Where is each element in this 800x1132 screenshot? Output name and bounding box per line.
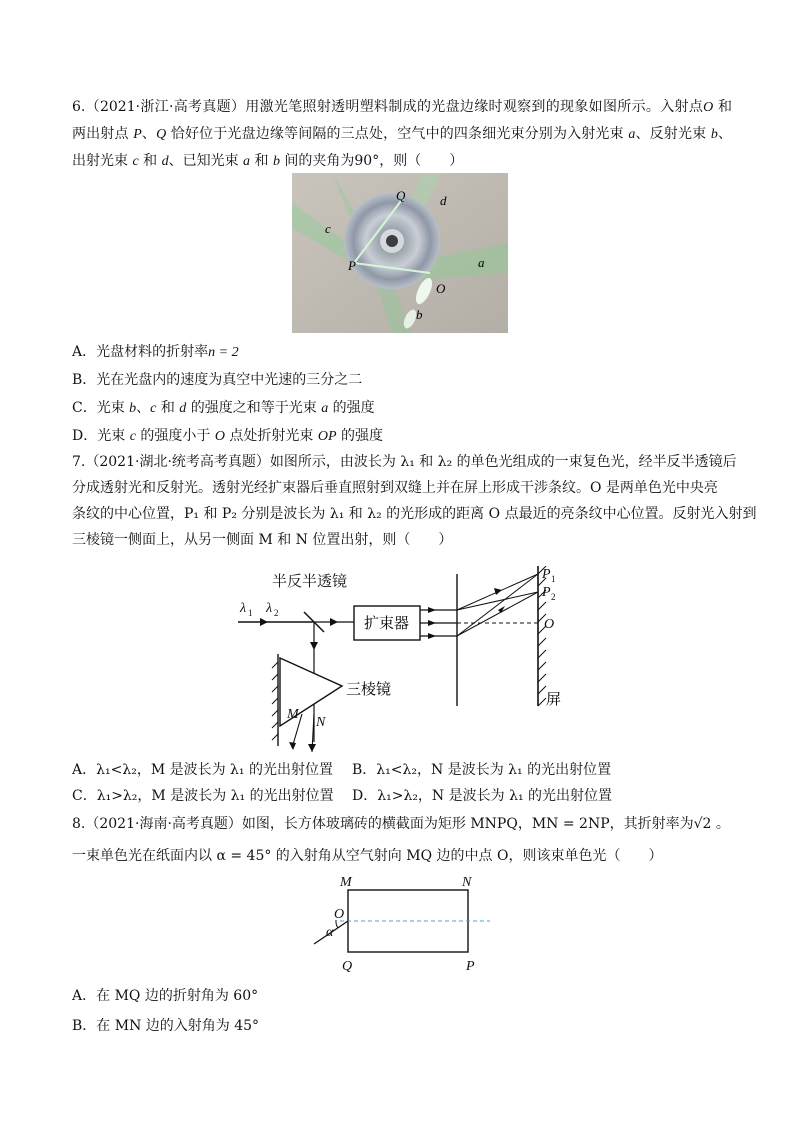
label-M: M [340, 875, 352, 890]
question-8-line-2: 一束单色光在纸面内以 α = 45° 的入射角从空气射向 MQ 边的中点 O，则该束单色光（ ） [72, 848, 663, 864]
svg-text:1: 1 [248, 608, 253, 618]
label-b: b [416, 307, 423, 322]
label-Q: Q [342, 959, 353, 974]
svg-text:λ: λ [266, 601, 273, 616]
rectangle-MNPQ [348, 890, 468, 952]
label-Q: Q [396, 188, 406, 203]
label-O: O [436, 281, 446, 296]
q6-option-c[interactable]: C．光束 b、c 和 d 的强度之和等于光束 a 的强度 [72, 400, 375, 416]
half-mirror-label: 半反半透镜 [272, 572, 348, 590]
q7-option-d[interactable]: D．λ₁>λ₂，N 是波长为 λ₁ 的光出射位置 [352, 788, 613, 804]
question-7-line-1: 7.（2021·湖北·统考高考真题）如图所示，由波长为 λ₁ 和 λ₂ 的单色光组成的一束复色光，经半反半透镜后 [72, 454, 737, 470]
question-7-line-4: 三棱镜一侧面上，从另一侧面 M 和 N 位置出射，则（ ） [72, 532, 453, 548]
label-O: O [334, 907, 345, 922]
q6-option-a[interactable]: A．光盘材料的折射率n = 2 [72, 344, 239, 360]
svg-text:1: 1 [551, 574, 556, 584]
q7-option-b[interactable]: B．λ₁<λ₂，N 是波长为 λ₁ 的光出射位置 [352, 762, 612, 778]
label-alpha: α [326, 925, 334, 940]
label-O: O [544, 617, 555, 632]
q7-option-c[interactable]: C．λ₁>λ₂，M 是波长为 λ₁ 的光出射位置 [72, 788, 334, 804]
svg-text:2: 2 [551, 592, 556, 602]
q6-option-b[interactable]: B．光在光盘内的速度为真空中光速的三分之二 [72, 372, 363, 388]
question-number: 6. [72, 99, 86, 115]
label-P1: P [542, 567, 551, 582]
label-d: d [440, 193, 447, 208]
q8-option-a[interactable]: A．在 MQ 边的折射角为 60° [72, 988, 259, 1004]
svg-text:2: 2 [274, 608, 279, 618]
expander-label: 扩束器 [364, 614, 410, 632]
prism-label: 三棱镜 [346, 680, 392, 698]
label-M: M [287, 707, 299, 722]
q7-option-a[interactable]: A．λ₁<λ₂，M 是波长为 λ₁ 的光出射位置 [72, 762, 333, 778]
question-6-stem: 6.（2021·浙江·高考真题）用激光笔照射透明塑料制成的光盘边缘时观察到的现象如图所示。入射点O 和两出射点 P、Q 恰好位于光盘边缘等间隔的三点处，空气中的四条细光束分别为入射光束 a、反射光束 b、出射光束 c 和 d、已知光束 a 和 b 间的夹角为90°，则（ ） [72, 99, 733, 169]
label-c: c [325, 221, 331, 236]
label-a: a [478, 255, 485, 270]
glass-brick-diagram [300, 872, 500, 982]
question-source: （2021·浙江·高考真题） [85, 99, 246, 115]
question-7-line-2: 分成透射光和反射光。透射光经扩束器后垂直照射到双缝上并在屏上形成干涉条纹。O 是两单色光中央亮 [72, 480, 718, 496]
label-N: N [462, 875, 472, 890]
cd-laser-photo [292, 173, 508, 333]
label-P2: P [542, 585, 551, 600]
label-P: P [348, 258, 356, 273]
label-P: P [466, 959, 475, 974]
question-8-line-1: 8.（2021·海南·高考真题）如图，长方体玻璃砖的横截面为矩形 MNPQ，MN = 2NP，其折射率为√2 。 [72, 816, 730, 832]
question-7-line-3: 条纹的中心位置，P₁ 和 P₂ 分别是波长为 λ₁ 和 λ₂ 的光形成的距离 O 点最近的亮条纹中心位置。反射光入射到 [72, 506, 757, 522]
screen-label: 屏 [546, 690, 562, 708]
interference-diagram [232, 566, 592, 756]
svg-text:λ: λ [240, 601, 247, 616]
label-N: N [316, 715, 326, 730]
q8-option-b[interactable]: B．在 MN 边的入射角为 45° [72, 1018, 260, 1034]
q6-option-d[interactable]: D．光束 c 的强度小于 O 点处折射光束 OP 的强度 [72, 428, 383, 444]
